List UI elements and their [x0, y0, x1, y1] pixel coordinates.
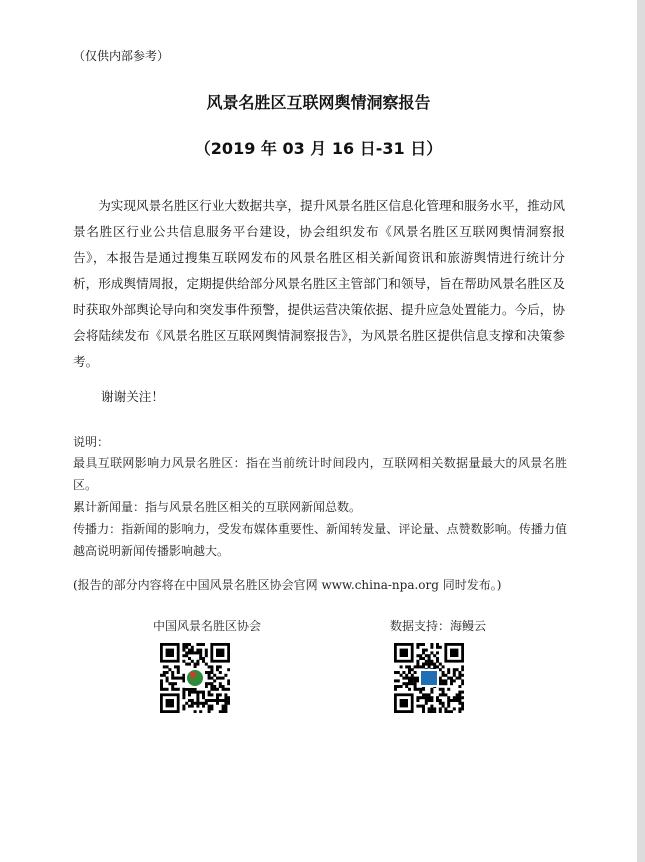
publish-note: (报告的部分内容将在中国风景名胜区协会官网 www.china-npa.org 同时发布。)	[73, 578, 502, 592]
report-date-range: （2019 年 03 月 16 日-31 日）	[194, 139, 443, 158]
data-support-label: 数据支持：海鳗云	[390, 619, 487, 633]
explanation-item-most-influential: 最具互联网影响力风景名胜区：指在当前统计时间段内，互联网相关数据量最大的风景名胜区。	[73, 456, 567, 492]
association-label: 中国风景名胜区协会	[153, 619, 262, 633]
association-qr-code	[160, 643, 230, 713]
internal-reference-note: （仅供内部参考）	[73, 49, 170, 63]
explanation-heading: 说明：	[73, 435, 110, 449]
haimanyun-qr-code	[394, 643, 464, 713]
intro-paragraph: 为实现风景名胜区行业大数据共享，提升风景名胜区信息化管理和服务水平，推动风景名胜区行业公共信息服务平台建设，协会组织发布《风景名胜区互联网舆情洞察报告》，本报告是通过搜集互联网发布的风景名胜区相关新闻资讯和旅游舆情进行统计分析，形成舆情周报，定期提供给部分风景名胜区主管部门和领导，旨在帮助风景名胜区及时获取外部舆论导向和突发事件预警，提供运营决策依据、提升应急处置能力。今后，协会将陆续发布《风景名胜区互联网舆情洞察报告》，为风景名胜区提供信息支撑和决策参考。	[73, 198, 565, 369]
page-edge-shadow	[637, 0, 645, 862]
explanation-item-spread-power: 传播力：指新闻的影响力，受发布媒体重要性、新闻转发量、评论量、点赞数影响。传播力值越高说明新闻传播影响越大。	[73, 522, 567, 558]
explanation-item-news-count: 累计新闻量：指与风景名胜区相关的互联网新闻总数。	[73, 500, 362, 514]
report-title: 风景名胜区互联网舆情洞察报告	[206, 93, 431, 112]
thanks-line: 谢谢关注！	[101, 389, 164, 404]
